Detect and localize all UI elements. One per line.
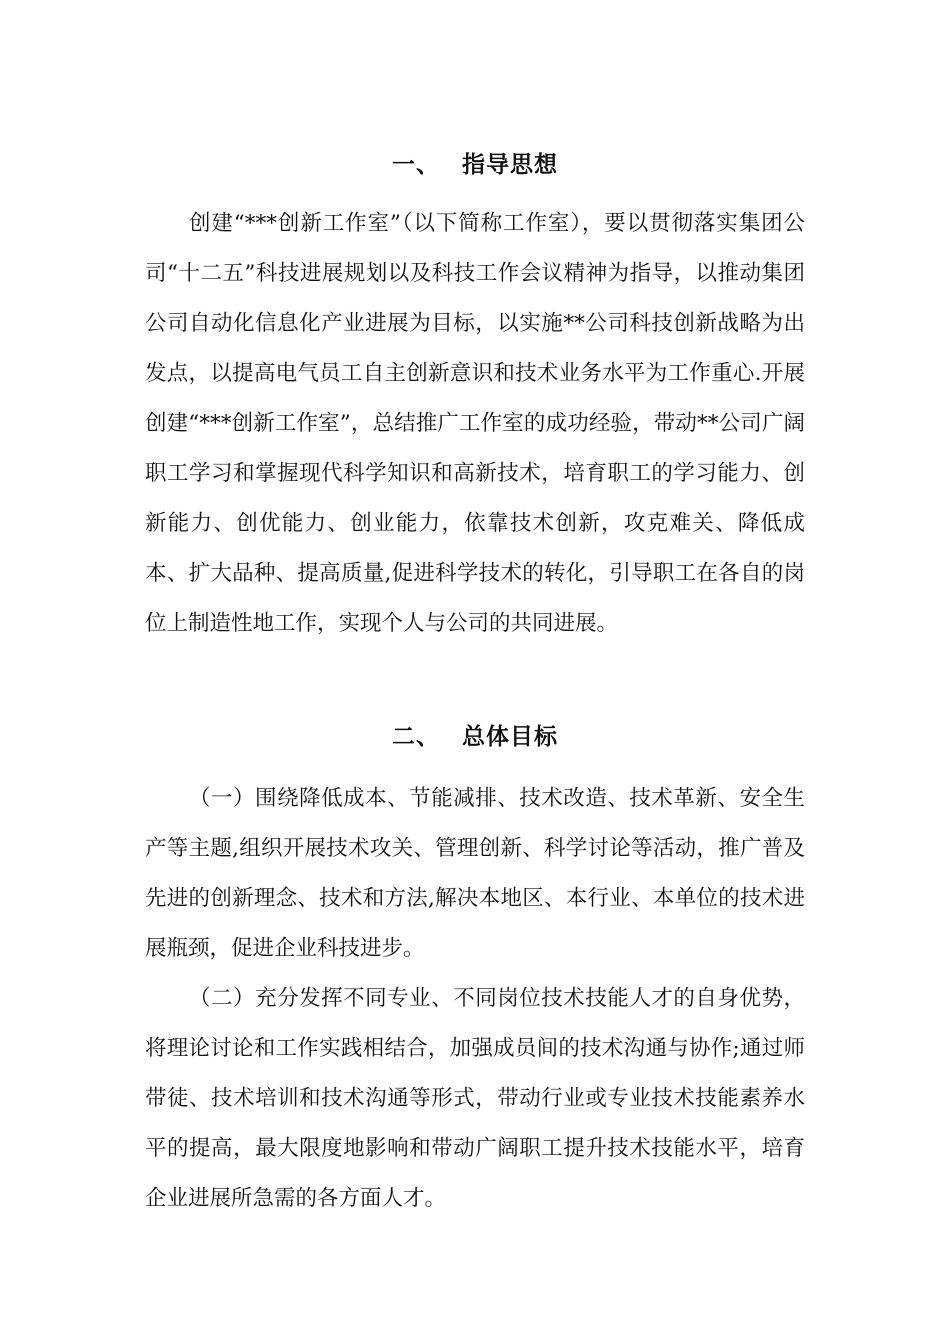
paragraph-goal-item-1: （一）围绕降低成本、节能减排、技术改造、技术革新、安全生产等主题,组织开展技术攻关、管理创新、科学讨论等活动，推广普及先进的创新理念、技术和方法,解决本地区、本行业、本单位的技术进展瓶颈，促进企业科技进步。 [145, 786, 805, 961]
section-title: 指导思想 [462, 151, 558, 178]
paragraph-goal-item-2: （二）充分发挥不同专业、不同岗位技术技能人才的自身优势，将理论讨论和工作实践相结合，加强成员间的技术沟通与协作;通过师带徒、技术培训和技术沟通等形式，带动行业或专业技术技能素养水平的提高，最大限度地影响和带动广阔职工提升技术技能水平，培育企业进展所急需的各方面人才。 [145, 986, 805, 1211]
section-title: 总体目标 [462, 723, 558, 750]
paragraph-guiding-thought: 创建“***创新工作室”（以下简称工作室），要以贯彻落实集团公司“十二五”科技进展规划以及科技工作会议精神为指导，以推动集团公司自动化信息化产业进展为目标，以实施**公司科技创新战略为出发点，以提高电气员工自主创新意识和技术业务水平为工作重心.开展创建“***创新工作室”，总结推广工作室的成功经验，带动**公司广阔职工学习和掌握现代科学知识和高新技术，培育职工的学习能力、创新能力、创优能力、创业能力，依靠技术创新，攻克难关、降低成本、扩大品种、提高质量,促进科学技术的转化，引导职工在各自的岗位上制造性地工作，实现个人与公司的共同进展。 [145, 211, 805, 636]
section-heading-overall-goal [0, 722, 950, 752]
section-number: 二、 [392, 723, 440, 750]
section-number: 一、 [392, 151, 440, 178]
section-heading-guiding-thought [0, 150, 950, 180]
